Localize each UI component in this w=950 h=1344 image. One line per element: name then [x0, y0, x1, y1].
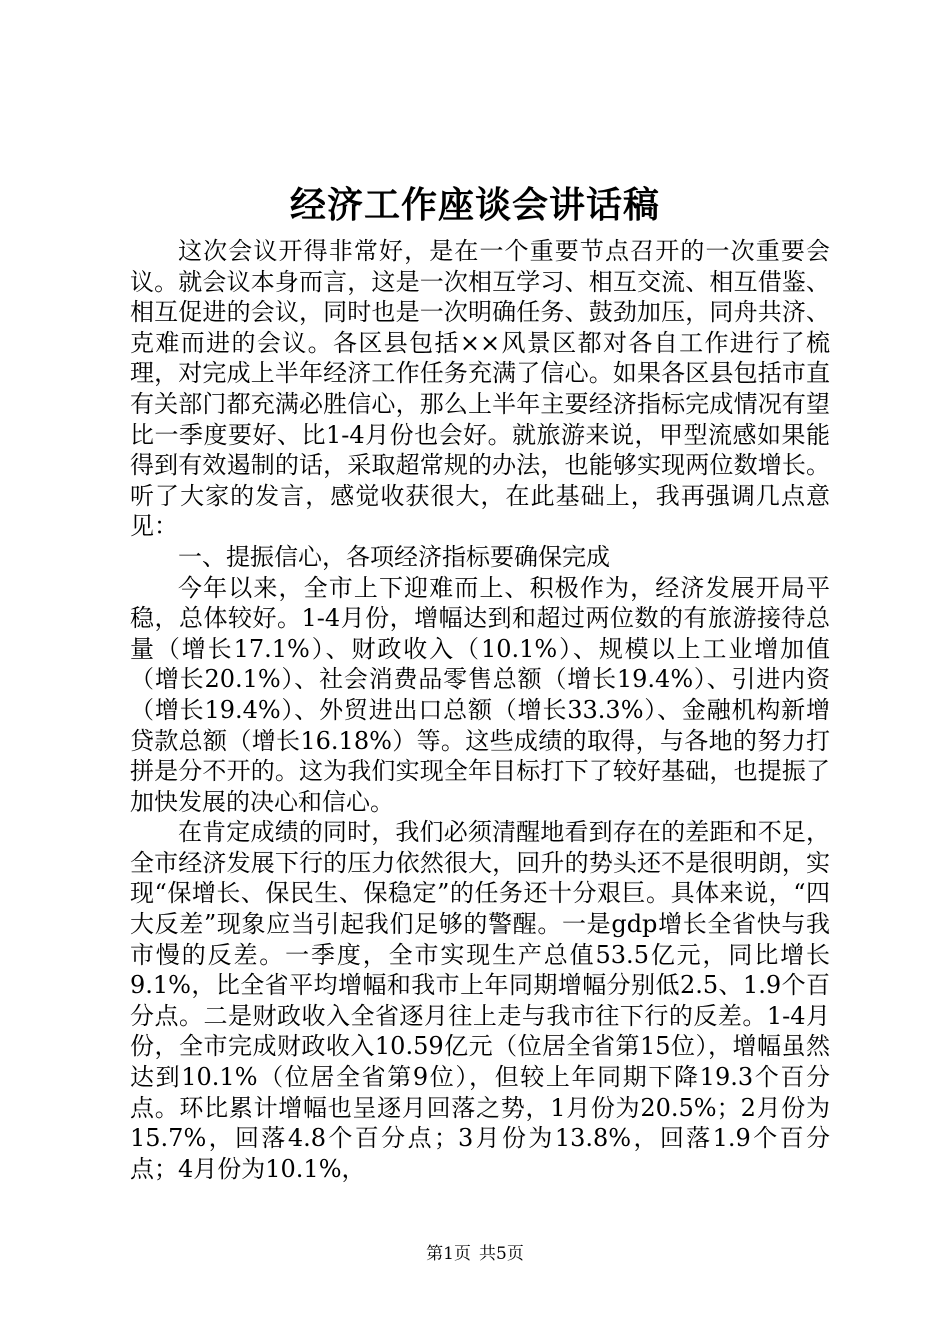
paragraph-achievements: 今年以来，全市上下迎难而上、积极作为，经济发展开局平稳，总体较好。1-4月份，增幅达到和超过两位数的有旅游接待总量（增长17.1%）、财政收入（10.1%）、规模以上工业增加值（增长20.1%）、社会消费品零售总额（增长19.4%）、引进内资（增长19.4%）、外贸进出口总额（增长33.3%）、金融机构新增贷款总额（增长16.18%）等。这些成绩的取得，与各地的努力打拼是分不开的。这为我们实现全年目标打下了较好基础，也提振了加快发展的决心和信心。	[130, 573, 830, 816]
paragraph-intro: 这次会议开得非常好，是在一个重要节点召开的一次重要会议。就会议本身而言，这是一次相互学习、相互交流、相互借鉴、相互促进的会议，同时也是一次明确任务、鼓劲加压，同舟共济、克难而进的会议。各区县包括××风景区都对各自工作进行了梳理，对完成上半年经济工作任务充满了信心。如果各区县包括市直有关部门都充满必胜信心，那么上半年主要经济指标完成情况有望比一季度要好、比1-4月份也会好。就旅游来说，甲型流感如果能得到有效遏制的话，采取超常规的办法，也能够实现两位数增长。听了大家的发言，感觉收获很大，在此基础上，我再强调几点意见：	[130, 237, 830, 541]
document-title: 经济工作座谈会讲话稿	[289, 184, 660, 226]
page-number: 第1页	[426, 1244, 471, 1264]
paragraph-gaps: 在肯定成绩的同时，我们必须清醒地看到存在的差距和不足，全市经济发展下行的压力依然很大，回升的势头还不是很明朗，实现“保增长、保民生、保稳定”的任务还十分艰巨。具体来说，“四大反差”现象应当引起我们足够的警醒。一是gdp增长全省快与我市慢的反差。一季度，全市实现生产总值53.5亿元，同比增长9.1%，比全省平均增幅和我市上年同期增幅分别低2.5、1.9个百分点。二是财政收入全省逐月往上走与我市往下行的反差。1-4月份，全市完成财政收入10.59亿元（位居全省第15位），增幅虽然达到10.1%（位居全省第9位），但较上年同期下降19.3个百分点。环比累计增幅也呈逐月回落之势，1月份为20.5%；2月份为15.7%，回落4.8个百分点；3月份为13.8%，回落1.9个百分点；4月份为10.1%，	[130, 818, 830, 1183]
section-heading-1: 一、提振信心，各项经济指标要确保完成	[178, 542, 610, 571]
page-total: 共5页	[479, 1244, 524, 1264]
page-footer	[0, 1243, 950, 1265]
document-body	[130, 236, 830, 1184]
